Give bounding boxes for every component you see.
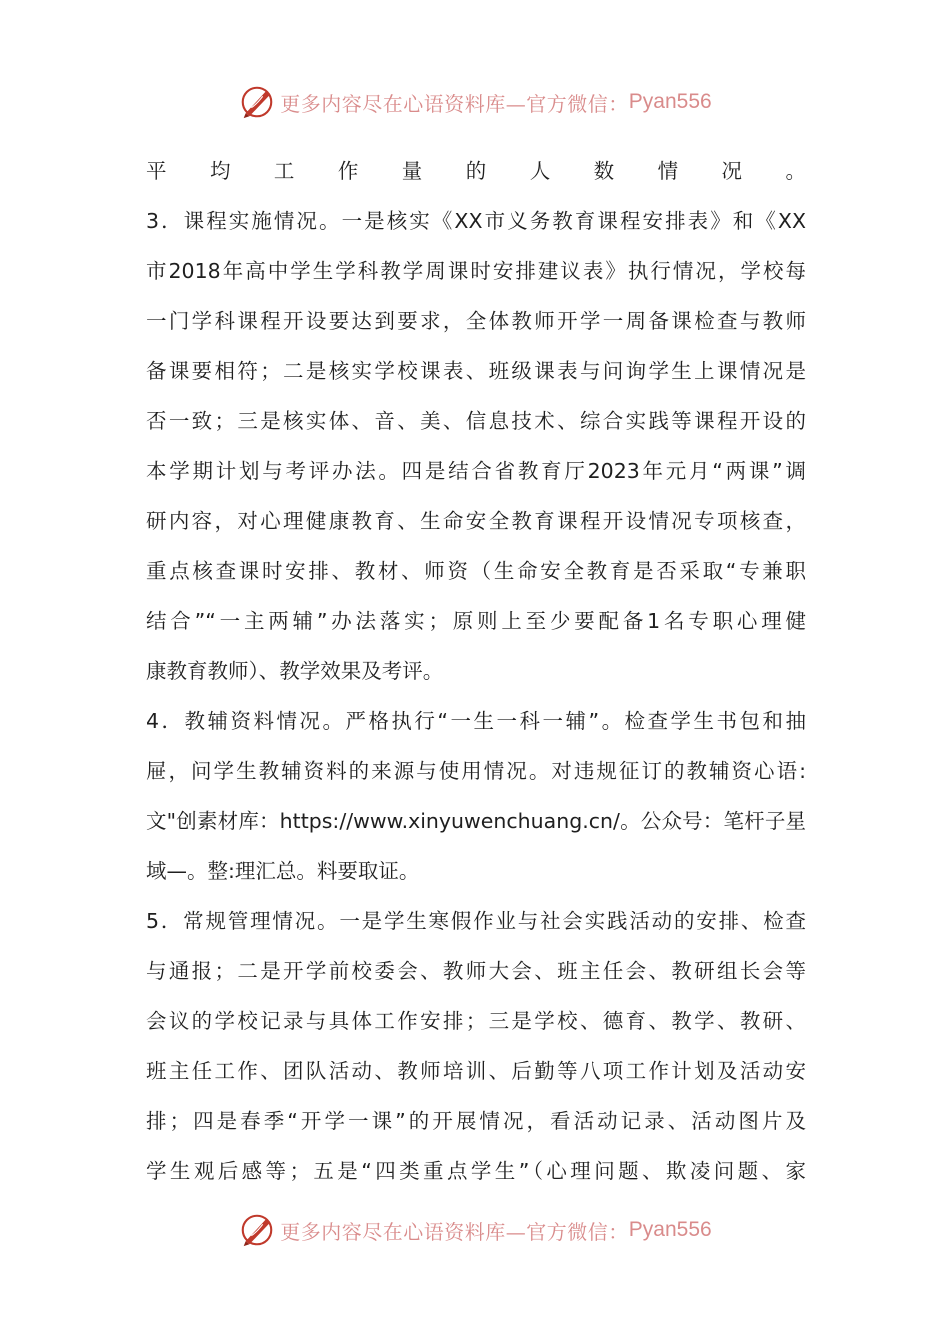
pen-logo-icon xyxy=(238,83,276,121)
body-line: 排；四是春季“开学一课”的开展情况，看活动记录、活动图片及 xyxy=(146,1109,806,1133)
banner-wechat-id: Pyan556 xyxy=(628,1218,712,1241)
body-line: 本学期计划与考评办法。四是结合省教育厅2023年元月“两课”调 xyxy=(146,459,806,483)
document-body xyxy=(146,146,806,1196)
banner-text: 更多内容尽在心语资料库—官方微信： xyxy=(280,1219,629,1244)
body-line: 域—。整:理汇总。料要取证。 xyxy=(146,859,420,883)
body-line: 会议的学校记录与具体工作安排；三是学校、德育、教学、教研、 xyxy=(146,1009,806,1033)
body-line: 5．常规管理情况。一是学生寒假作业与社会实践活动的安排、检查 xyxy=(146,909,806,933)
pen-logo-icon xyxy=(238,1211,276,1249)
body-line: 否一致；三是核实体、音、美、信息技术、综合实践等课程开设的 xyxy=(146,409,806,433)
body-line: 重点核查课时安排、教材、师资（生命安全教育是否采取“专兼职 xyxy=(146,559,806,583)
body-line: 研内容，对心理健康教育、生命安全教育课程开设情况专项核查， xyxy=(146,509,806,533)
body-line: 备课要相符；二是核实学校课表、班级课表与问询学生上课情况是 xyxy=(146,359,806,383)
body-line: 文"创素材库：https://www.xinyuwenchuang.cn/。公众号：笔杆子星 xyxy=(146,809,806,833)
body-line: 一门学科课程开设要达到要求，全体教师开学一周备课检查与教师 xyxy=(146,309,806,333)
footer-banner xyxy=(0,1210,950,1250)
body-line: 结合”“一主两辅”办法落实；原则上至少要配备1名专职心理健 xyxy=(146,609,806,633)
body-line: 3．课程实施情况。一是核实《XX市义务教育课程安排表》和《XX xyxy=(146,209,806,233)
body-line: 市2018年高中学生学科教学周课时安排建议表》执行情况，学校每 xyxy=(146,259,806,283)
banner-wechat-id: Pyan556 xyxy=(628,90,712,113)
body-line: 4．教辅资料情况。严格执行“一生一科一辅”。检查学生书包和抽 xyxy=(146,709,806,733)
body-line: 康教育教师）、教学效果及考评。 xyxy=(146,659,444,683)
body-line: 屉，问学生教辅资料的来源与使用情况。对违规征订的教辅资心语: xyxy=(146,759,806,783)
banner-text: 更多内容尽在心语资料库—官方微信： xyxy=(280,91,629,116)
body-line: 班主任工作、团队活动、教师培训、后勤等八项工作计划及活动安 xyxy=(146,1059,806,1083)
body-line: 学生观后感等；五是“四类重点学生”（心理问题、欺凌问题、家 xyxy=(146,1159,806,1183)
header-banner xyxy=(0,82,950,122)
body-line: 与通报；二是开学前校委会、教师大会、班主任会、教研组长会等 xyxy=(146,959,806,983)
body-line: 平均工作量的人数情况。 xyxy=(146,159,806,183)
